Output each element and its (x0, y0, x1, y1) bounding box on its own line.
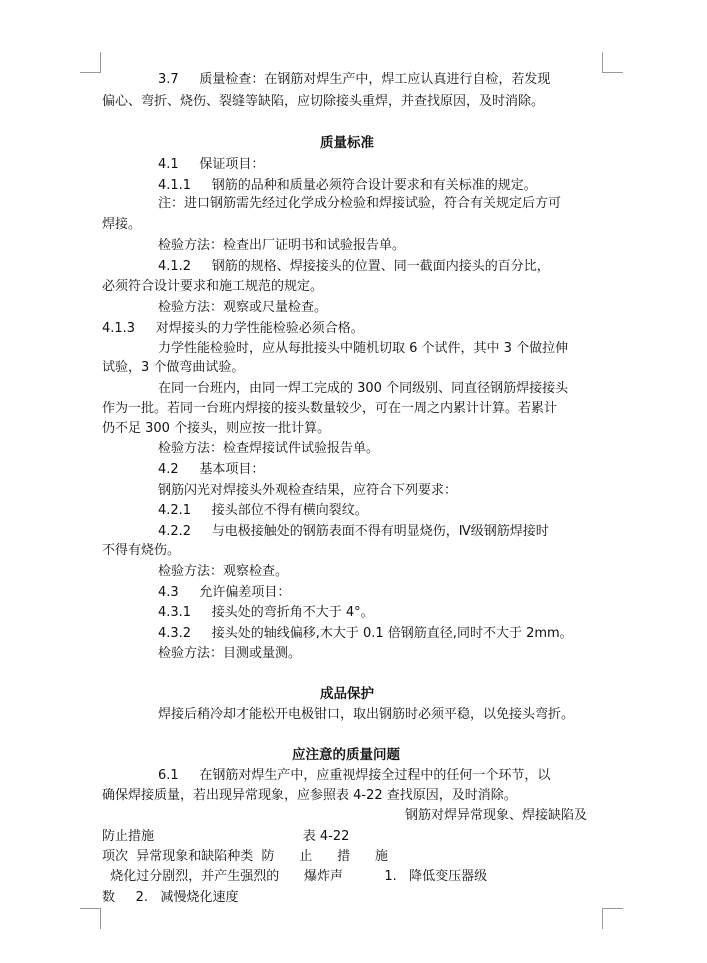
mechanical-test-para-cont: 试验，3 个做弯曲试验。 (102, 360, 245, 375)
item-4-1-1: 4.1.1 钢筋的品种和质量必须符合设计要求和有关标准的规定。 (158, 178, 537, 193)
item-6-1: 6.1 在钢筋对焊生产中，应重视焊接全过程中的任何一个环节，以 (158, 768, 551, 783)
flash-butt-requirements: 钢筋闪光对焊接头外观检查结果，应符合下列要求： (158, 483, 458, 498)
item-4-3-2: 4.3.2 接头处的轴线偏移,木大于 0.1 倍钢筋直径,同时不大于 2mm。 (158, 626, 573, 641)
note-imported-steel-cont: 焊接。 (102, 217, 142, 232)
inspection-method-3: 检验方法：检查焊接试件试验报告单。 (158, 441, 380, 456)
item-6-1-cont: 确保焊接质量，若出现异常现象，应参照表 4-22 查找原因，及时消除。 (102, 788, 517, 803)
crop-mark-top-left (80, 52, 101, 73)
batch-para-line-3: 仍不足 300 个接头，则应按一批计算。 (102, 421, 331, 436)
item-4-1-2: 4.1.2 钢筋的规格、焊接接头的位置、同一截面内接头的百分比， (158, 259, 550, 274)
item-4-3-1: 4.3.1 接头处的弯折角不大于 4°。 (158, 605, 374, 620)
item-4-1-2-cont: 必须符合设计要求和施工规范的规定。 (102, 279, 324, 294)
note-imported-steel: 注：进口钢筋需先经过化学成分检验和焊接试验，符合有关规定后方可 (158, 196, 562, 211)
crop-mark-top-right (602, 52, 623, 73)
inspection-method-5: 检验方法：目测或量测。 (158, 646, 302, 661)
item-4-1-3: 4.1.3 对焊接头的力学性能检验必须合格。 (102, 321, 364, 336)
item-4-3: 4.3 允许偏差项目： (158, 585, 291, 600)
heading-quality-standard: 质量标准 (320, 135, 374, 151)
product-protection-text: 焊接后稍冷却才能松开电极钳口，取出钢筋时必须平稳，以免接头弯折。 (158, 707, 575, 722)
paragraph-3-7-cont: 偏心、弯折、烧伤、裂缝等缺陷，应切除接头重焊，并查找原因，及时消除。 (102, 94, 545, 109)
item-4-1: 4.1 保证项目： (158, 157, 265, 172)
item-4-2-1: 4.2.1 接头部位不得有横向裂纹。 (158, 503, 368, 518)
batch-para-line-2: 作为一批。若同一台班内焊接的接头数量较少，可在一周之内累计计算。若累计 (102, 401, 558, 416)
table-header-row: 项次 异常现象和缺陷种类 防 止 措 施 (102, 849, 388, 864)
inspection-method-2: 检验方法：观察或尺量检查。 (158, 300, 328, 315)
paragraph-3-7: 3.7 质量检查：在钢筋对焊生产中，焊工应认真进行自检，若发现 (158, 72, 551, 87)
table-caption-line-2: 防止措施 表 4-22 (102, 829, 350, 844)
batch-para-line-1: 在同一台班内，由同一焊工完成的 300 个同级别、同直径钢筋焊接接头 (158, 381, 569, 396)
table-row-1: 烧化过分剧烈，并产生强烈的 爆炸声 1. 降低变压器级 (102, 869, 488, 884)
heading-product-protection: 成品保护 (320, 686, 374, 702)
inspection-method-1: 检验方法：检查出厂证明书和试验报告单。 (158, 238, 406, 253)
mechanical-test-para: 力学性能检验时，应从每批接头中随机切取 6 个试件，其中 3 个做拉伸 (158, 341, 569, 356)
item-4-2: 4.2 基本项目： (158, 462, 265, 477)
heading-quality-issues: 应注意的质量问题 (292, 747, 400, 763)
table-caption-line-1: 钢筋对焊异常现象、焊接缺陷及 (405, 808, 588, 823)
crop-mark-bottom-right (602, 908, 623, 929)
crop-mark-bottom-left (80, 908, 101, 929)
item-4-2-2-cont: 不得有烧伤。 (102, 543, 181, 558)
inspection-method-4: 检验方法：观察检查。 (158, 564, 289, 579)
item-4-2-2: 4.2.2 与电极接触处的钢筋表面不得有明显烧伤，Ⅳ级钢筋焊接时 (158, 524, 549, 539)
table-row-1-cont: 数 2. 减慢烧化速度 (102, 890, 239, 905)
